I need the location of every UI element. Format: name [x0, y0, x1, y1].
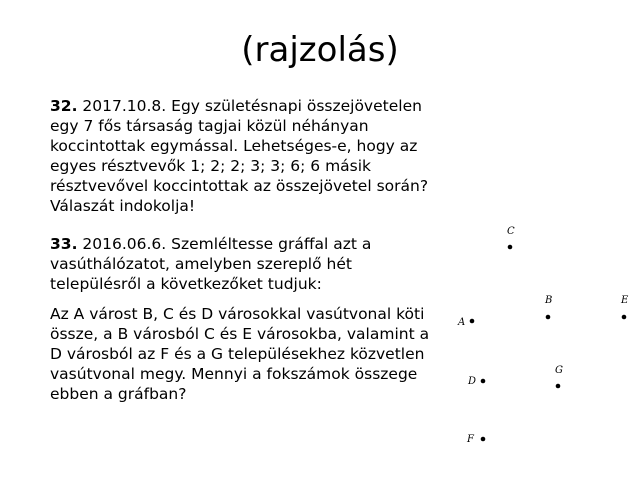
- problem-33: [50, 234, 442, 294]
- slide-title: (rajzolás): [241, 30, 399, 70]
- problem-33-body: Az A várost B, C és D városokkal vasútvonal köti össze, a B városból C és E városokba, valamint a D városból az F és a G településekhez közvetlen vasútvonal megy. Mennyi a fokszámok összege ebben a gráfban?: [50, 305, 430, 403]
- vertex-label-c: C: [507, 226, 515, 237]
- vertex-dot-c: [508, 245, 513, 250]
- vertex-dot-g: [556, 384, 561, 389]
- vertex-label-b: B: [545, 295, 553, 306]
- problem-32: [50, 96, 442, 216]
- vertex-label-f: F: [467, 434, 474, 445]
- vertex-label-a: A: [458, 317, 466, 328]
- vertex-label-d: D: [468, 376, 477, 387]
- vertex-label-e: E: [621, 295, 629, 306]
- problem-33-number: 33.: [50, 235, 78, 253]
- vertex-label-g: G: [555, 365, 563, 376]
- vertex-dot-e: [622, 315, 627, 320]
- vertex-dot-a: [470, 319, 475, 324]
- vertex-dot-b: [546, 315, 551, 320]
- problem-32-text: 2017.10.8. Egy születésnapi összejövetelen egy 7 fős társaság tagjai közül néhányan koccintottak egymással. Lehetséges-e, hogy az egyes résztvevők 1; 2; 2; 3; 3; 6; 6 másik résztvevővel koccintottak az összejövetel során? Válaszát indokolja!: [50, 97, 429, 215]
- vertex-dot-d: [481, 379, 486, 384]
- problem-33-text: 2016.06.6. Szemléltesse gráffal azt a vasúthálózatot, amelyben szereplő hét településről a következőket tudjuk:: [50, 235, 372, 293]
- problem-32-number: 32.: [50, 97, 78, 115]
- vertex-dot-f: [481, 437, 486, 442]
